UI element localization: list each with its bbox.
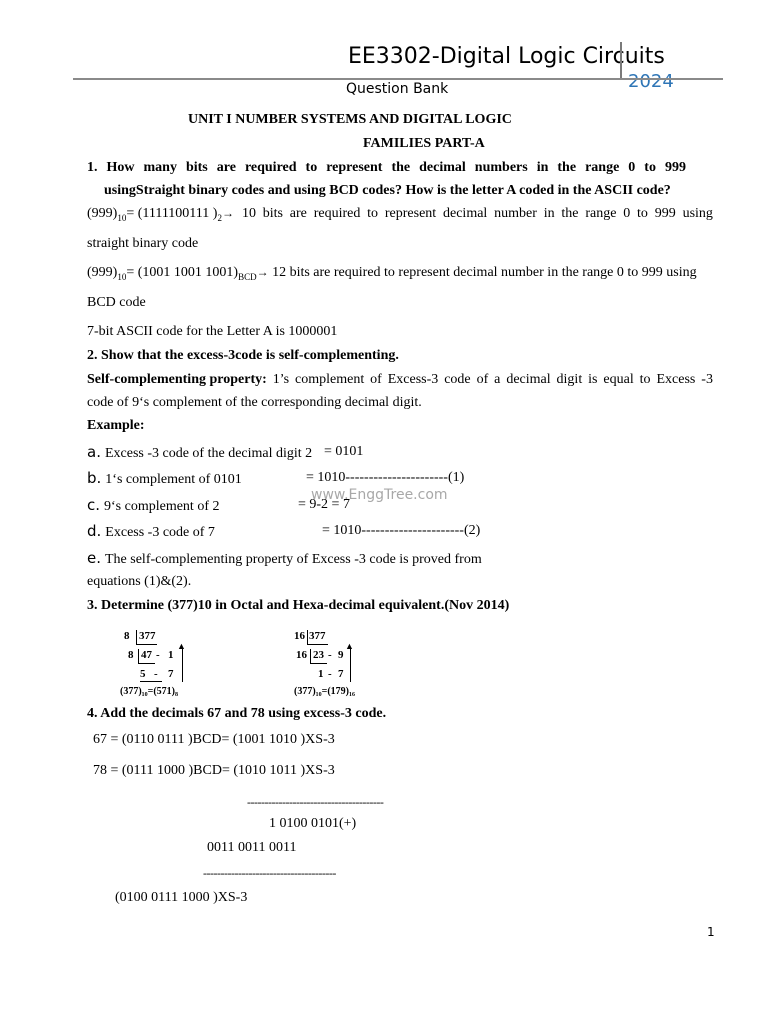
word: 999	[654, 206, 676, 221]
word: equal	[603, 372, 634, 387]
q2-item-d-value: = 1010----------------------(2)	[322, 523, 481, 538]
page-number: 1	[707, 925, 715, 939]
word: a	[494, 372, 501, 387]
word: decimal	[419, 160, 466, 175]
word: Excess-3	[387, 372, 439, 387]
word: -3	[701, 372, 713, 387]
q1-question-line1	[87, 160, 686, 176]
word: How	[106, 160, 135, 175]
word: the	[561, 206, 579, 221]
q2-item-e-cont: equations (1)&(2).	[87, 574, 192, 589]
watermark: www.EnggTree.com	[311, 487, 448, 503]
document-header-year: 2024	[628, 71, 674, 92]
word: in	[536, 160, 549, 175]
q2-item-e: e. The self-complementing property of Excess -3 code is proved from	[87, 549, 482, 567]
word: are	[216, 160, 236, 175]
word: required	[313, 206, 361, 221]
q4-correction: 0011 0011 0011	[207, 840, 297, 855]
word: 1’s	[272, 372, 290, 387]
word: to	[637, 206, 648, 221]
q2-item-c: c. 9‘s complement of 2	[87, 496, 220, 514]
word: in	[543, 206, 555, 221]
word: required	[244, 160, 297, 175]
header-divider	[73, 78, 723, 80]
up-arrow-icon: ▲	[177, 641, 186, 651]
word: are	[289, 206, 307, 221]
up-arrow-icon: ▲	[345, 641, 354, 651]
q2-question: 2. Show that the excess-3code is self-complementing.	[87, 348, 399, 363]
document-subtitle: Question Bank	[346, 81, 449, 97]
hex-division-figure: 16 377 16 23 - 9 1 - 7 ▲ (377)₁₀=(179)₁₆	[294, 630, 356, 697]
unit-heading-line2: FAMILIES PART-A	[363, 136, 485, 151]
q4-line-67: 67 = (0110 0111 )BCD= (1001 1010 )XS-3	[93, 732, 335, 747]
division-bracket	[310, 649, 327, 664]
q2-property-line1: Self-complementing property: 1’s complement of Excess-3 code of a decimal digit is equal to Excess -3	[87, 372, 713, 387]
division-bracket	[136, 630, 157, 645]
q1-answer-bcd: $(999)_{10}= (1001$ 1001 $1001)_{BCD}\to 12$ bits are required to represent decimal number in the range 0 to 999 using	[87, 265, 697, 282]
word: is	[588, 372, 598, 387]
word: range	[585, 160, 620, 175]
word: to	[644, 160, 656, 175]
read-up-arrow-icon	[182, 648, 183, 682]
division-bracket	[138, 649, 155, 664]
q4-dashes-2: --------------------------------------	[203, 866, 336, 880]
q1-answer-bcd-cont: BCD code	[87, 295, 146, 310]
q2-item-a-value: = 0101	[324, 444, 364, 459]
word: 0	[623, 206, 631, 221]
word: using	[682, 206, 713, 221]
read-up-arrow-icon	[350, 648, 351, 682]
word: bits	[185, 160, 208, 175]
unit-heading-line1: UNIT I NUMBER SYSTEMS AND DIGITAL LOGIC	[188, 112, 512, 127]
word: complement	[295, 372, 365, 387]
word: the	[391, 160, 411, 175]
q4-dashes-1: ---------------------------------------	[247, 795, 384, 809]
word: many	[143, 160, 177, 175]
word: numbers	[474, 160, 528, 175]
q2-property-line2: code of 9‘s complement of the corresponding decimal digit.	[87, 395, 422, 410]
q4-result: (0100 0111 1000 )XS-3	[115, 890, 248, 905]
word: 10	[241, 206, 256, 221]
header-vertical-bar	[620, 42, 622, 78]
q2-item-d: d. Excess -3 code of 7	[87, 522, 215, 540]
octal-division-figure: 8 377 8 47 - 1 5 - 7 ▲ (377)₁₀=(571)₈	[120, 630, 186, 697]
q3-question: 3. Determine (377)10 in Octal and Hexa-decimal equivalent.(Nov 2014)	[87, 598, 510, 613]
q2-item-c-value: = 9-2 = 7	[298, 497, 350, 512]
word: decimal	[506, 372, 551, 387]
word: bits	[262, 206, 283, 221]
division-bracket	[307, 630, 328, 645]
word: Excess	[656, 372, 696, 387]
q2-item-b: b. 1‘s complement of 0101	[87, 469, 242, 487]
arrow-icon: →	[256, 265, 269, 279]
word: range	[585, 206, 617, 221]
q1-answer-binary: $(999)_{10}= (1111100111$ )$_2\to$ 10 bits are required to represent decimal number in the range 0 to 999 using	[87, 206, 713, 223]
q4-line-78: 78 = (0111 1000 )BCD= (1010 1011 )XS-3	[93, 763, 335, 778]
q2-item-a: a. Excess -3 code of the decimal digit 2	[87, 443, 313, 461]
word: of	[370, 372, 382, 387]
word: to	[639, 372, 651, 387]
word: of	[476, 372, 489, 387]
q4-sum: 1 0100 0101(+)	[269, 816, 357, 831]
word: represent	[326, 160, 383, 175]
document-header-title: EE3302-Digital Logic Circuits	[348, 44, 665, 69]
word: the	[557, 160, 577, 175]
word: code	[444, 372, 471, 387]
arrow-icon: →	[221, 206, 234, 220]
word: 999	[664, 160, 686, 175]
word: digit	[556, 372, 583, 387]
word: 0	[628, 160, 636, 175]
word: number	[494, 206, 537, 221]
q1-ascii-answer: 7-bit ASCII code for the Letter A is 1000001	[87, 324, 338, 339]
word: 1.	[87, 160, 98, 175]
q1-question-line2: usingStraight binary codes and using BCD codes? How is the letter A coded in the ASCII code?	[104, 183, 671, 198]
q1-answer-binary-cont: straight binary code	[87, 236, 199, 251]
q4-question: 4. Add the decimals 67 and 78 using excess-3 code.	[87, 706, 387, 721]
word: decimal	[443, 206, 488, 221]
q2-item-b-value: = 1010----------------------(1)	[306, 470, 465, 485]
word: represent	[384, 206, 437, 221]
word: to	[305, 160, 318, 175]
word: to	[367, 206, 379, 221]
q2-example-label: Example:	[87, 418, 145, 433]
